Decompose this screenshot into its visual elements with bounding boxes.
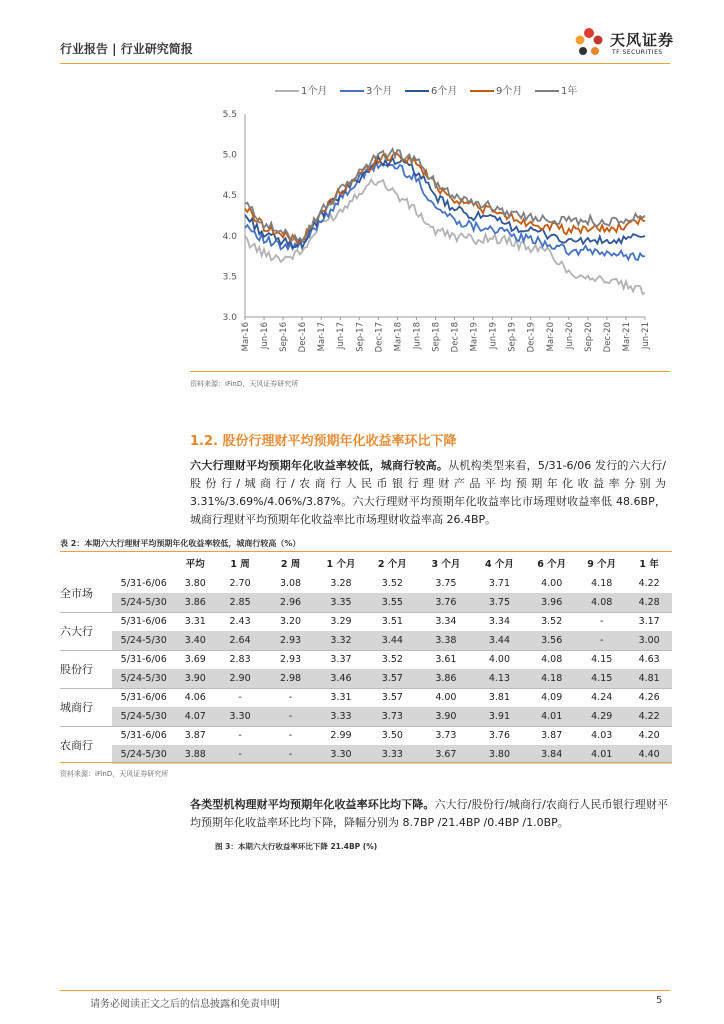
table-period-cell: 5/24-5/30 <box>112 707 175 726</box>
x-tick-label: Sep-19 <box>507 322 518 352</box>
legend-swatch <box>535 90 559 92</box>
legend-swatch <box>405 90 429 92</box>
table-cell: 3.75 <box>435 578 457 589</box>
table-cell: 4.40 <box>626 745 672 764</box>
table-cell: - <box>577 612 626 631</box>
x-tick-label: Jun-21 <box>641 322 651 350</box>
table-header-cell <box>60 552 112 574</box>
x-tick-label: Jun-16 <box>260 322 271 350</box>
legend-item <box>470 82 522 97</box>
table-cell: 3.80 <box>473 745 527 764</box>
x-tick-label: Sep-17 <box>355 322 366 352</box>
legend-swatch <box>275 90 299 92</box>
table-period-cell: 5/24-5/30 <box>112 745 175 764</box>
table-cell: 3.61 <box>419 650 473 669</box>
table-header-cell: 3 个月 <box>431 559 461 570</box>
table-cell: 2.85 <box>215 593 264 612</box>
legend-item <box>405 82 457 97</box>
legend-swatch <box>340 90 364 92</box>
table-cell: 3.87 <box>526 726 577 745</box>
table-header-cell: 1 个月 <box>326 559 356 570</box>
x-tick-label: Mar-16 <box>241 322 251 352</box>
series-line-2 <box>245 163 645 260</box>
table-period-cell: 5/31-6/06 <box>112 612 175 631</box>
table-cell: 3.52 <box>381 578 403 589</box>
table-cell: 3.76 <box>473 726 527 745</box>
table-cell: 3.46 <box>316 669 365 688</box>
table-cell: 2.96 <box>265 593 317 612</box>
legend-label: 6个月 <box>431 86 458 97</box>
table-group-label: 六大行 <box>60 612 112 650</box>
legend-item <box>275 82 327 97</box>
table-bottom-rule <box>60 762 672 763</box>
table-cell: 4.20 <box>626 726 672 745</box>
table-cell: 4.00 <box>473 650 527 669</box>
table-cell: 3.29 <box>316 612 365 631</box>
table-header-cell: 2 周 <box>280 559 301 570</box>
table-header-cell <box>112 552 175 574</box>
table-header-row <box>60 552 672 574</box>
table-cell: 3.17 <box>626 612 672 631</box>
table-cell: 4.06 <box>175 688 215 707</box>
table-cell: 4.01 <box>577 745 626 764</box>
table-period-cell: 5/24-5/30 <box>112 631 175 650</box>
table-cell: 3.96 <box>526 593 577 612</box>
table-cell: 4.08 <box>577 593 626 612</box>
table-cell: 3.67 <box>419 745 473 764</box>
legend-label: 1个月 <box>301 86 328 97</box>
table-cell: 3.76 <box>419 593 473 612</box>
table-cell: 3.73 <box>419 726 473 745</box>
x-tick-label: Mar-17 <box>317 322 328 352</box>
table-cell: 3.32 <box>316 631 365 650</box>
table-row <box>60 612 672 631</box>
table-cell: 4.22 <box>638 578 660 589</box>
x-tick-label: Jun-19 <box>488 322 499 350</box>
table-header-cell: 2 个月 <box>377 559 407 570</box>
table-cell: 3.00 <box>626 631 672 650</box>
table-cell: 2.70 <box>229 578 251 589</box>
y-tick-label: 3.0 <box>222 313 237 323</box>
table-cell: 2.83 <box>215 650 264 669</box>
table-cell: 3.75 <box>473 593 527 612</box>
table-cell: 3.38 <box>419 631 473 650</box>
yield-table <box>60 552 672 764</box>
table-header-cell: 平均 <box>185 559 205 570</box>
figure-3-caption: 图 3：本期六大行收益率环比下降 21.4BP (%) <box>215 842 378 851</box>
table-row <box>60 593 672 612</box>
x-tick-label: Mar-21 <box>621 322 632 352</box>
table-cell: 3.08 <box>279 578 302 589</box>
table-cell: 3.87 <box>175 726 215 745</box>
table-cell: 4.00 <box>541 578 563 589</box>
table-row <box>60 726 672 745</box>
table-cell: 4.15 <box>577 650 626 669</box>
footer-disclaimer: 请务必阅读正文之后的信息披露和免责申明 <box>90 999 280 1010</box>
paragraph-1 <box>190 457 666 529</box>
yield-line-chart <box>190 78 670 373</box>
x-tick-label: Dec-18 <box>450 322 461 353</box>
x-tick-label: Sep-16 <box>279 322 290 352</box>
table-period-cell: 5/24-5/30 <box>112 669 175 688</box>
chart-source: 资料来源：iFinD，天风证券研究所 <box>190 380 299 388</box>
legend-swatch <box>470 90 494 92</box>
table-cell: 4.13 <box>473 669 527 688</box>
table-period-cell: 5/31-6/06 <box>112 650 175 669</box>
table-cell: 3.40 <box>175 631 215 650</box>
series-line-4 <box>245 153 645 243</box>
table-row <box>60 631 672 650</box>
table-cell: - <box>265 707 317 726</box>
x-tick-label: Mar-19 <box>469 322 480 352</box>
y-tick-label: 4.0 <box>222 231 237 242</box>
table-caption: 表 2：本期六大行理财平均预期年化收益率较低，城商行较高（%） <box>60 539 301 548</box>
table-cell: 3.91 <box>473 707 527 726</box>
chart-svg <box>190 78 670 373</box>
table-cell: 3.31 <box>175 612 215 631</box>
table-cell: 4.01 <box>526 707 577 726</box>
y-tick-label: 5.0 <box>222 150 237 161</box>
legend-item <box>535 82 577 97</box>
table-cell: 4.08 <box>526 650 577 669</box>
table-cell: - <box>265 688 317 707</box>
table-cell: 3.50 <box>366 726 420 745</box>
x-tick-label: Jun-20 <box>564 322 575 350</box>
table-group-label: 股份行 <box>60 650 112 688</box>
table-cell: 4.28 <box>626 593 672 612</box>
logo-english: TF SECURITIES <box>612 49 663 56</box>
logo-flower-icon <box>570 24 608 60</box>
table-cell: 2.43 <box>215 612 264 631</box>
table-cell: 2.64 <box>215 631 264 650</box>
page-header <box>0 0 724 70</box>
table-cell: 4.18 <box>591 578 613 589</box>
paragraph-2-lead: 各类型机构理财平均预期年化收益率环比均下降。 <box>190 798 435 811</box>
paragraph-1-body: 从机构类型来看，5/31-6/06 发行的六大行/股份行/城商行/农商行人民币银行理财产品平均预期年化收益率分别为 3.31%/3.69%/4.06%/3.87%。六大行理财平均预期年化收益率比市场理财收益率低 48.6BP，城商行理财平均预期年化收益率比市场理财收益率高 26.4BP。 <box>190 459 667 526</box>
table-cell: - <box>215 726 264 745</box>
footer-divider <box>60 990 670 991</box>
table-row <box>60 707 672 726</box>
table-cell: 3.69 <box>175 650 215 669</box>
chart-bottom-rule <box>190 371 670 372</box>
table-cell: 3.33 <box>316 707 365 726</box>
table-cell: 3.88 <box>175 745 215 764</box>
table-cell: 4.24 <box>577 688 626 707</box>
table-row <box>60 574 672 593</box>
table-row <box>60 650 672 669</box>
page-number: 5 <box>656 995 663 1006</box>
section-title: 1.2. 股份行理财平均预期年化收益率环比下降 <box>190 434 457 449</box>
legend-label: 3个月 <box>366 86 393 97</box>
table-cell: 4.22 <box>626 707 672 726</box>
table-cell: 3.20 <box>265 612 317 631</box>
table-cell: 3.57 <box>366 688 420 707</box>
table-header-cell: 1 年 <box>639 559 659 570</box>
table-period-cell: 5/24-5/30 <box>112 593 175 612</box>
paragraph-2 <box>190 796 668 832</box>
table-cell: 2.90 <box>215 669 264 688</box>
legend-label: 1年 <box>561 86 578 97</box>
x-tick-label: Jun-17 <box>336 322 347 350</box>
legend-label: 9个月 <box>496 86 523 97</box>
table-cell: 4.03 <box>577 726 626 745</box>
table-group-label: 全市场 <box>60 574 112 612</box>
table-cell: 3.30 <box>215 707 264 726</box>
x-tick-label: Dec-17 <box>374 322 385 353</box>
table-cell: 3.34 <box>473 612 527 631</box>
x-tick-label: Sep-18 <box>431 322 442 352</box>
table-cell: 3.71 <box>488 578 511 589</box>
table-cell: 2.93 <box>265 650 317 669</box>
table-cell: 3.81 <box>473 688 527 707</box>
table-cell: 3.80 <box>184 578 206 589</box>
table-cell: 3.44 <box>473 631 527 650</box>
table-cell: 3.37 <box>316 650 365 669</box>
table-cell: 4.29 <box>577 707 626 726</box>
header-divider <box>60 63 670 64</box>
table-cell: 4.15 <box>577 669 626 688</box>
table-cell: 3.52 <box>526 612 577 631</box>
table-cell: - <box>577 631 626 650</box>
table-row <box>60 688 672 707</box>
table-group-label: 城商行 <box>60 688 112 726</box>
table-cell: 3.90 <box>419 707 473 726</box>
table-cell: - <box>215 745 264 764</box>
table-cell: 3.34 <box>419 612 473 631</box>
table-cell: 3.44 <box>366 631 420 650</box>
table-cell: - <box>265 745 317 764</box>
table-group-label: 农商行 <box>60 726 112 764</box>
table-cell: - <box>215 688 264 707</box>
table-header-cell: 6 个月 <box>537 559 567 570</box>
report-type: 行业报告 | 行业研究简报 <box>60 42 193 56</box>
table-cell: 3.51 <box>366 612 420 631</box>
table-cell: 3.35 <box>316 593 365 612</box>
table-cell: 3.86 <box>419 669 473 688</box>
table-header-cell: 9 个月 <box>587 559 617 570</box>
table-row <box>60 669 672 688</box>
paragraph-1-lead: 六大行理财平均预期年化收益率较低，城商行较高。 <box>190 459 449 472</box>
paragraph-2-body: 六大行/股份行/城商行/农商行人民币银行理财平均预期年化收益率环比均下降，降幅分别为 8.7BP /21.4BP /0.4BP /1.0BP。 <box>190 798 668 829</box>
company-logo <box>570 24 680 60</box>
table-cell: 2.93 <box>265 631 317 650</box>
legend-item <box>340 82 392 97</box>
table-cell: 3.30 <box>316 745 365 764</box>
table-cell: - <box>265 726 317 745</box>
x-tick-label: Sep-20 <box>583 322 594 352</box>
logo-name: 天风证券 <box>610 31 675 49</box>
table-cell: 3.84 <box>526 745 577 764</box>
table-cell: 3.33 <box>366 745 420 764</box>
table-period-cell: 5/31-6/06 <box>120 578 167 589</box>
table-cell: 3.86 <box>175 593 215 612</box>
table-cell: 2.99 <box>316 726 365 745</box>
chart-legend <box>275 82 675 98</box>
x-tick-label: Mar-18 <box>393 322 404 352</box>
table-cell: 3.31 <box>316 688 365 707</box>
table-cell: 2.98 <box>265 669 317 688</box>
table-cell: 3.55 <box>366 593 420 612</box>
table-cell: 3.28 <box>330 578 352 589</box>
table-cell: 4.26 <box>626 688 672 707</box>
table-cell: 3.52 <box>366 650 420 669</box>
table-cell: 3.56 <box>526 631 577 650</box>
x-tick-label: Jun-18 <box>412 322 423 350</box>
table-period-cell: 5/31-6/06 <box>112 688 175 707</box>
table-source: 资料来源：iFinD，天风证券研究所 <box>60 770 169 778</box>
table-cell: 4.63 <box>626 650 672 669</box>
y-tick-label: 5.5 <box>222 110 237 120</box>
y-tick-label: 3.5 <box>222 272 237 283</box>
table-period-cell: 5/31-6/06 <box>112 726 175 745</box>
table-cell: 4.07 <box>175 707 215 726</box>
table-cell: 3.73 <box>366 707 420 726</box>
table-cell: 3.57 <box>366 669 420 688</box>
table-header-cell: 1 周 <box>230 559 250 570</box>
x-tick-label: Dec-20 <box>602 322 613 353</box>
x-tick-label: Mar-20 <box>545 322 556 352</box>
table-cell: 4.81 <box>626 669 672 688</box>
table-cell: 4.18 <box>526 669 577 688</box>
table-cell: 4.09 <box>526 688 577 707</box>
x-tick-label: Dec-19 <box>526 322 537 353</box>
table-cell: 3.90 <box>175 669 215 688</box>
table-cell: 4.00 <box>419 688 473 707</box>
y-tick-label: 4.5 <box>222 191 237 202</box>
x-tick-label: Dec-16 <box>298 322 309 353</box>
table-header-cell: 4 个月 <box>484 559 514 570</box>
